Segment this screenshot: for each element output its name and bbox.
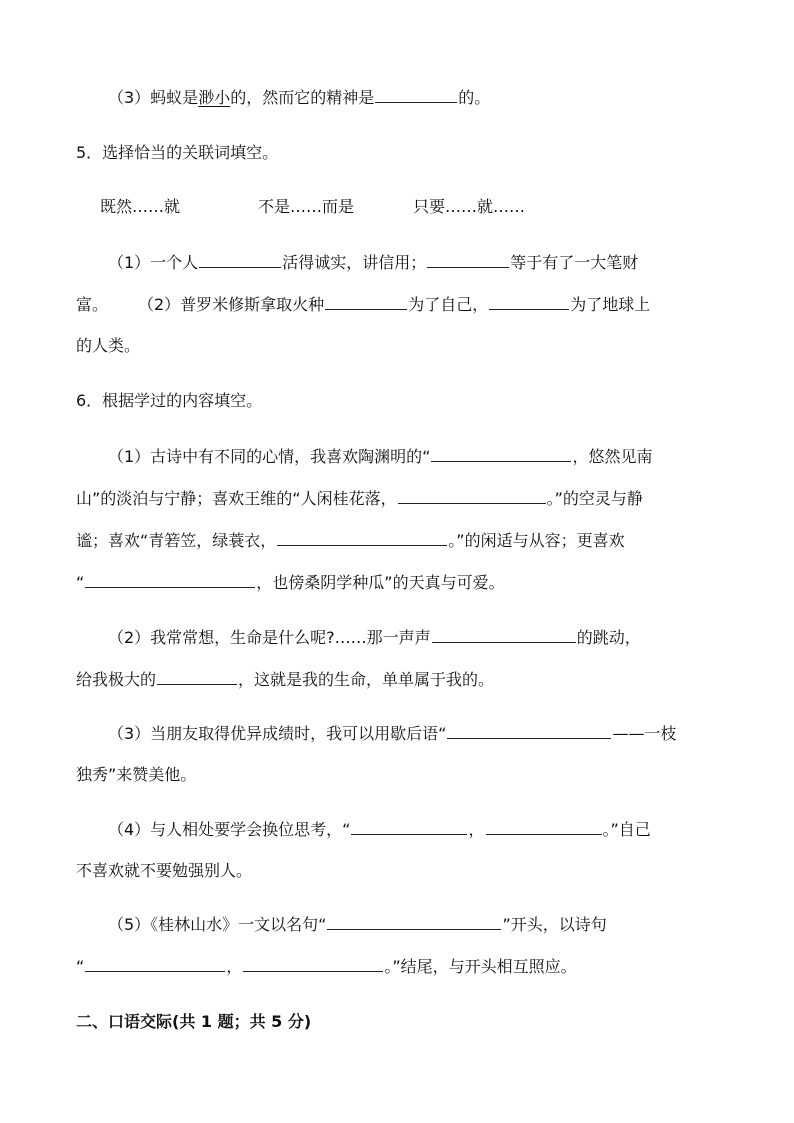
q6-p2-text: （2）我常常想，生命是什么呢?……那一声声 xyxy=(108,628,431,647)
question-4-3 xyxy=(108,86,490,108)
q6-p3-text: ——一枝 xyxy=(612,724,677,743)
q4-3-label: （3）蚂蚁是 xyxy=(108,88,199,107)
q4-3-mid: 的，然而它的精神是 xyxy=(230,88,375,107)
q6-p1-line-4 xyxy=(76,571,505,593)
answer-blank[interactable] xyxy=(431,445,571,462)
q6-p5-text: （5）《桂林山水》一文以名句“ xyxy=(108,915,327,934)
answer-blank[interactable] xyxy=(375,86,457,103)
q5-item1-text-d: 富。 xyxy=(76,295,109,314)
q6-p5-text: 。”结尾，与开头相互照应。 xyxy=(384,957,577,976)
q6-p3-line-1 xyxy=(108,722,677,744)
q5-item2-text-a: （2）普罗米修斯拿取火种 xyxy=(138,295,325,314)
q6-p5-text: “ xyxy=(76,957,85,976)
q5-item-1-line-1 xyxy=(108,251,638,273)
question-6-heading: 6．根据学过的内容填空。 xyxy=(76,391,263,410)
q6-p1-text: （1）古诗中有不同的心情，我喜欢陶渊明的“ xyxy=(108,447,431,466)
answer-blank[interactable] xyxy=(277,529,447,546)
q6-p1-text: 山”的淡泊与宁静；喜欢王维的“人闲桂花落， xyxy=(76,489,397,508)
q6-p4-text: ， xyxy=(468,820,485,839)
q6-p1-text: ，悠然见南 xyxy=(572,447,653,466)
q6-p5-text: ， xyxy=(226,957,243,976)
answer-blank[interactable] xyxy=(325,293,407,310)
question-5-heading: 5．选择恰当的关联词填空。 xyxy=(76,143,279,162)
q6-p1-text: 。”的闲适与从容；更喜欢 xyxy=(448,531,625,550)
q6-p2-line-1 xyxy=(108,626,641,648)
section-2-heading: 二、口语交际(共 1 题；共 5 分) xyxy=(76,1012,312,1031)
q6-p3-text: （3）当朋友取得优异成绩时，我可以用歇后语“ xyxy=(108,724,447,743)
q6-p1-text: “ xyxy=(76,573,85,592)
q5-item1-text-b: 活得诚实，讲信用； xyxy=(282,253,427,272)
answer-blank[interactable] xyxy=(486,818,602,835)
option-1: 既然……就 xyxy=(100,197,181,216)
answer-blank[interactable] xyxy=(427,251,509,268)
q6-p4-line-1 xyxy=(108,818,651,840)
q5-item1-text-c: 等于有了一大笔财 xyxy=(510,253,639,272)
q6-p2-line-2 xyxy=(76,668,494,690)
q6-p4-text: （4）与人相处要学会换位思考，“ xyxy=(108,820,351,839)
q4-3-underlined-word: 渺小 xyxy=(198,88,231,107)
q6-p2-text: 给我极大的 xyxy=(76,670,157,689)
answer-blank[interactable] xyxy=(327,913,501,930)
conjunction-options xyxy=(100,196,525,218)
q6-p3-line-2: 独秀”来赞美他。 xyxy=(76,765,197,784)
q6-p1-text: ，也傍桑阴学种瓜”的天真与可爱。 xyxy=(256,573,505,592)
q6-p4-text: 。”自己 xyxy=(602,820,651,839)
q6-p1-line-1 xyxy=(108,445,653,467)
q6-p5-text: ”开头，以诗句 xyxy=(502,915,607,934)
answer-blank[interactable] xyxy=(243,955,383,972)
answer-blank[interactable] xyxy=(432,626,576,643)
q5-item-1-line-2 xyxy=(76,293,650,315)
q6-p5-line-1 xyxy=(108,913,607,935)
q6-p1-text: 。”的空灵与静 xyxy=(546,489,643,508)
q5-item2-text-c: 为了地球上 xyxy=(570,295,651,314)
q4-3-end: 的。 xyxy=(458,88,491,107)
answer-blank[interactable] xyxy=(85,955,225,972)
answer-blank[interactable] xyxy=(398,487,546,504)
q6-p1-line-2 xyxy=(76,487,643,509)
q6-p1-line-3 xyxy=(76,529,625,551)
answer-blank[interactable] xyxy=(351,818,467,835)
q6-p2-text: 的跳动， xyxy=(576,628,641,647)
q6-p5-line-2 xyxy=(76,955,577,977)
q5-item2-text-b: 为了自己， xyxy=(408,295,489,314)
answer-blank[interactable] xyxy=(85,571,255,588)
option-2: 不是……而是 xyxy=(258,197,355,216)
answer-blank[interactable] xyxy=(199,251,281,268)
q6-p2-text: ，这就是我的生命，单单属于我的。 xyxy=(238,670,495,689)
answer-blank[interactable] xyxy=(157,668,237,685)
answer-blank[interactable] xyxy=(489,293,569,310)
q5-item2-text-d: 的人类。 xyxy=(76,336,141,355)
q6-p1-text: 谧；喜欢“青箬笠，绿蓑衣， xyxy=(76,531,277,550)
q6-p4-line-2: 不喜欢就不要勉强别人。 xyxy=(76,861,253,880)
q5-item1-text-a: （1）一个人 xyxy=(108,253,199,272)
option-3: 只要……就…… xyxy=(413,197,526,216)
answer-blank[interactable] xyxy=(447,722,611,739)
